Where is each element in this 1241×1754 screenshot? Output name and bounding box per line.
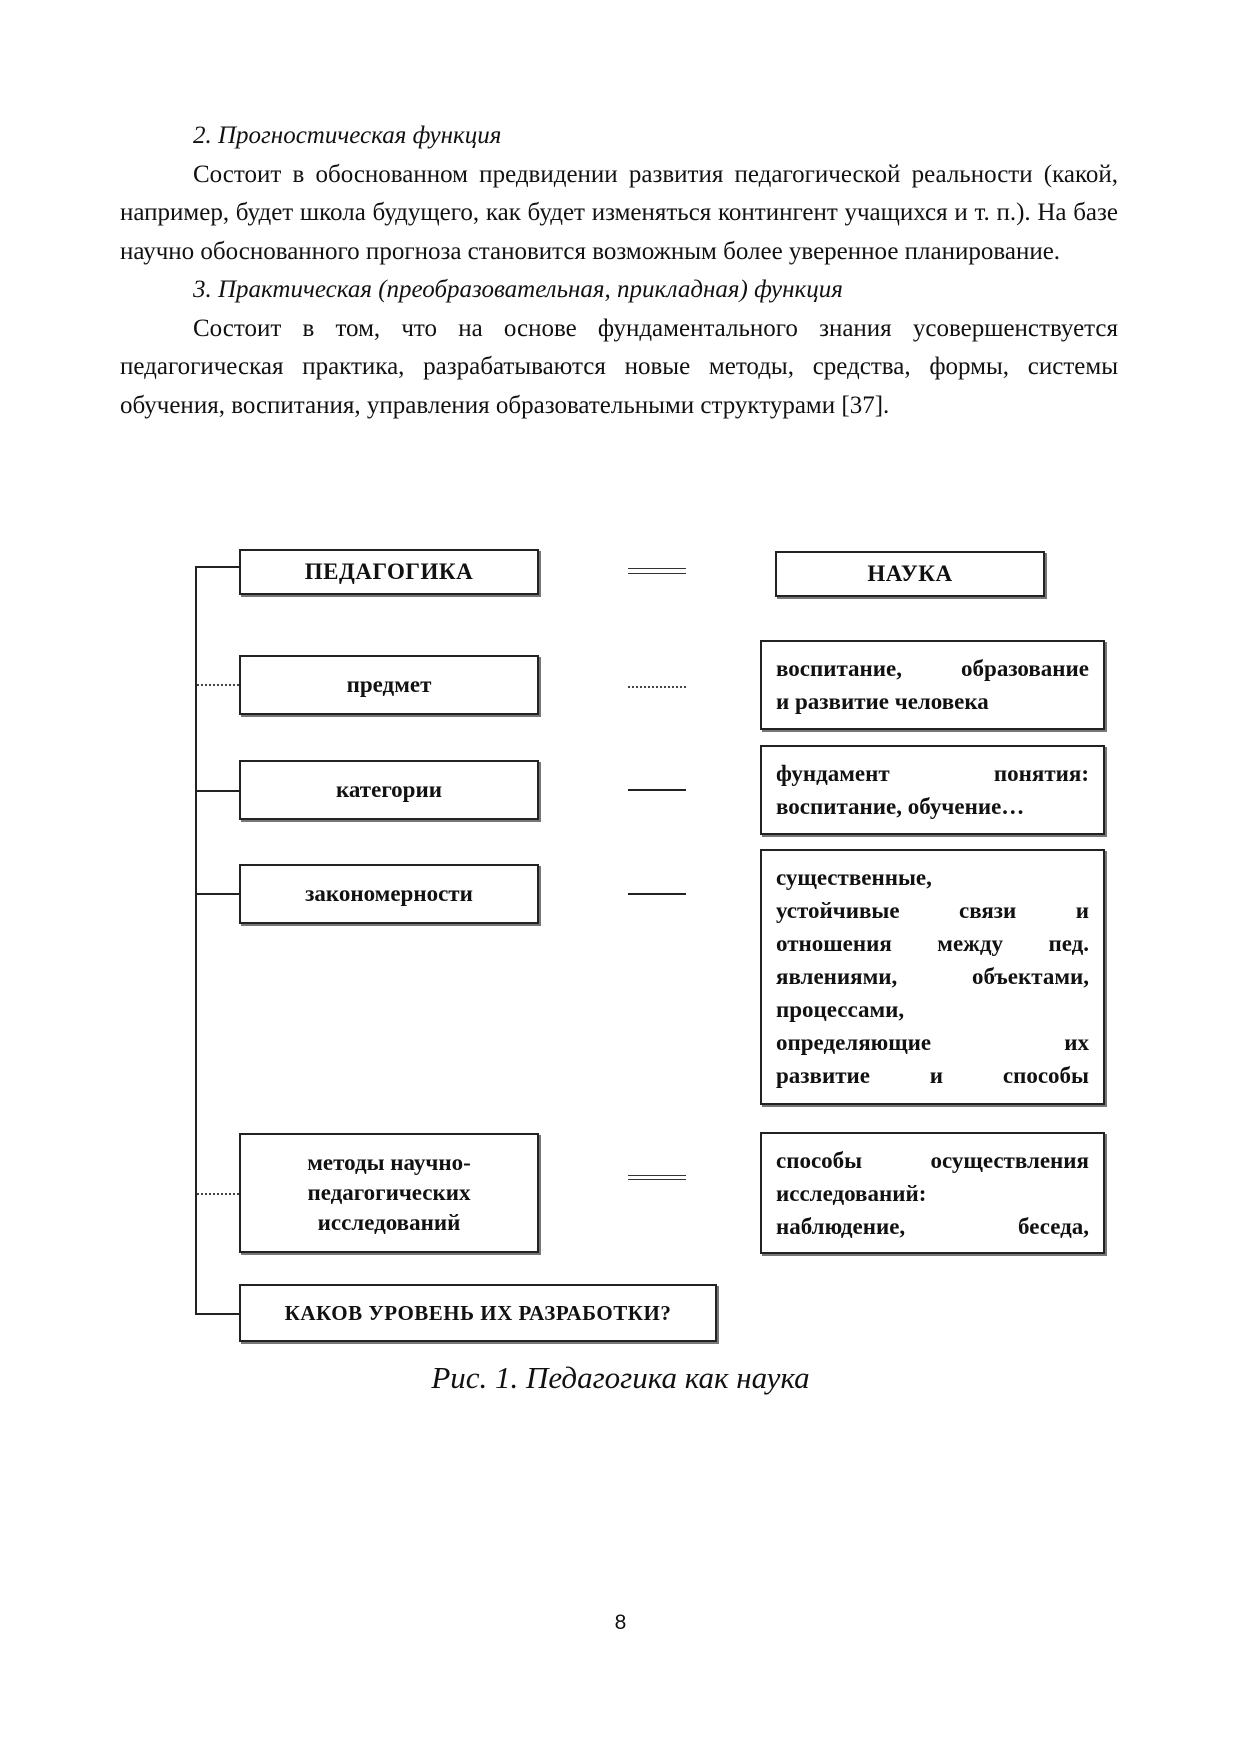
connector-subject-dotted [628, 686, 686, 688]
laws-definition-line-7: развитие и способы [776, 1063, 1089, 1088]
laws-label: закономерности [305, 881, 473, 906]
subject-definition-line-1: воспитание, образование [776, 656, 1089, 681]
heading-prognostic-function: 2. Прогностическая функция [193, 122, 502, 149]
connector-title-double [628, 568, 686, 574]
paragraph-prognostic: Состоит в обоснованном предвидении развития педагогической реальности (какой, например, будет школа будущего, как будет изменяться контингент учащихся и т. п.). На базе научно обоснованного прогноза становится возможным более уверенное планирование. [120, 160, 1118, 265]
pedagogy-title-label: ПЕДАГОГИКА [304, 559, 474, 584]
connector-laws [628, 893, 686, 895]
box-science-title [775, 551, 1045, 597]
box-categories [239, 760, 539, 820]
laws-definition-line-5: процессами, [776, 997, 905, 1022]
connector-categories [628, 789, 686, 791]
science-title-label: НАУКА [867, 561, 953, 586]
methods-label-line-3: исследований [317, 1210, 461, 1235]
bracket-tick-question [195, 1313, 239, 1315]
categories-label: категории [336, 777, 442, 802]
box-methods [239, 1133, 539, 1253]
categories-definition-line-2: воспитание, обучение… [776, 794, 1025, 819]
box-laws-definition [760, 849, 1105, 1105]
box-question [239, 1284, 717, 1342]
subject-definition-line-2: и развитие человека [776, 689, 989, 714]
laws-definition-line-3: отношения между пед. [776, 931, 1089, 956]
figure-caption: Рис. 1. Педагогика как наука [431, 1360, 810, 1395]
heading-practical-function: 3. Практическая (преобразовательная, прикладная) функция [193, 276, 843, 303]
paragraph-practical: Состоит в том, что на основе фундаментального знания усовершенствуется педагогическая практика, разрабатываются новые методы, средства, формы, системы обучения, воспитания, управления образовательными структурами [37]. [120, 314, 1118, 419]
bracket-tick-title [195, 566, 239, 568]
box-categories-definition [760, 745, 1105, 835]
bracket-tick-methods [197, 1193, 239, 1195]
methods-label-line-1: методы научно- [307, 1150, 471, 1175]
body-text [120, 117, 1118, 425]
laws-definition-line-1: существенные, [776, 865, 932, 890]
bracket-tick-categories [195, 790, 239, 792]
methods-definition-line-2: исследований: [776, 1181, 927, 1206]
laws-definition-line-6: определяющие их [776, 1030, 1089, 1055]
laws-definition-line-2: устойчивые связи и [776, 898, 1089, 923]
bracket-vertical-line [195, 566, 197, 1315]
question-label: КАКОВ УРОВЕНЬ ИХ РАЗРАБОТКИ? [284, 1301, 672, 1325]
subject-label: предмет [346, 672, 432, 697]
methods-definition-line-3: наблюдение, беседа, [776, 1214, 1089, 1239]
methods-definition-line-1: способы осуществления [776, 1148, 1089, 1173]
box-laws [239, 864, 539, 924]
box-subject-definition [760, 640, 1105, 730]
laws-definition-line-4: явлениями, объектами, [776, 964, 1089, 989]
connector-methods-double [628, 1175, 686, 1180]
box-pedagogy-title [239, 549, 539, 595]
categories-definition-line-1: фундамент понятия: [776, 761, 1089, 786]
box-subject [239, 655, 539, 715]
bracket-tick-laws [195, 893, 239, 895]
box-methods-definition [760, 1132, 1105, 1254]
bracket-tick-subject [197, 684, 239, 686]
page-number: 8 [614, 1611, 627, 1634]
methods-label-line-2: педагогических [307, 1180, 471, 1205]
